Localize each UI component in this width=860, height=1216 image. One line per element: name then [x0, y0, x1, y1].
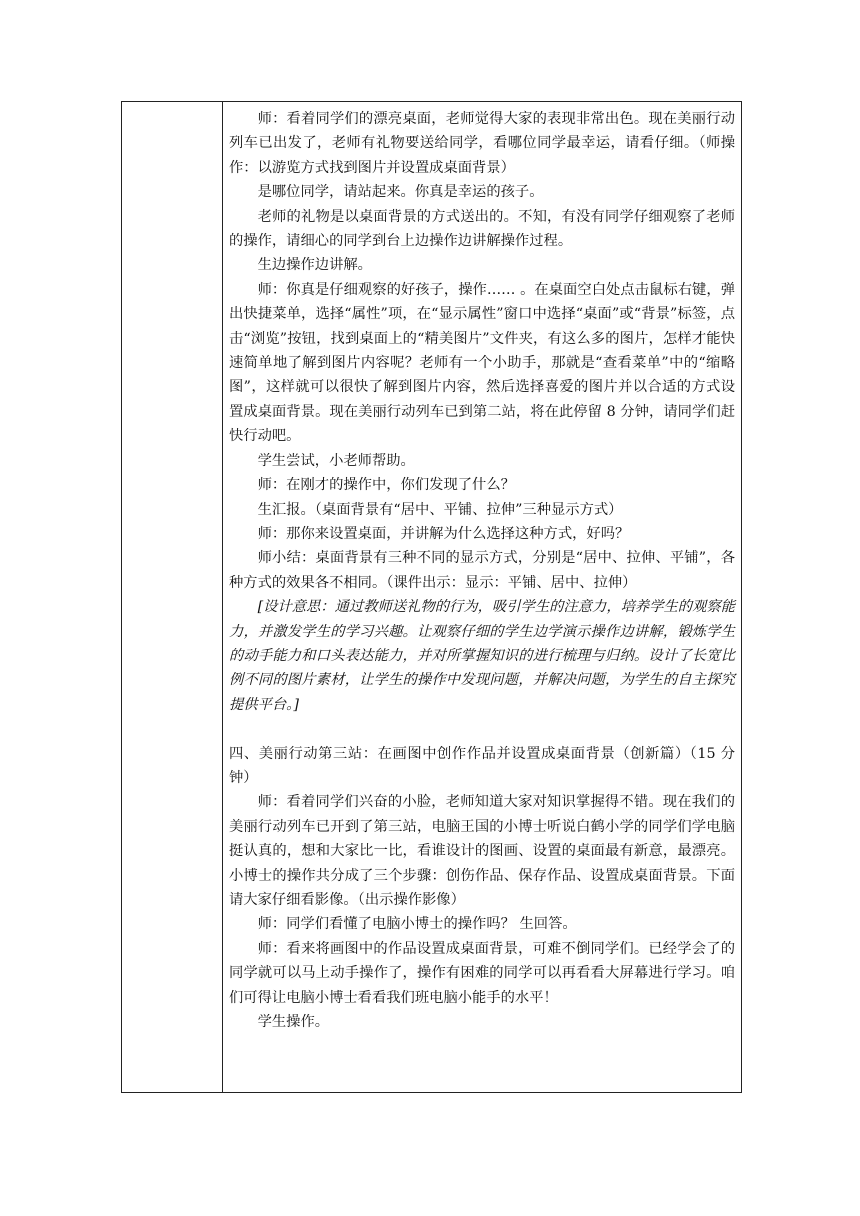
paragraph: 师小结：桌面背景有三种不同的显示方式，分别是“居中、拉伸、平铺”，各种方式的效果各不相同。（课件出示：显示：平铺、居中、拉伸）	[229, 550, 735, 591]
left-column-cell	[122, 102, 222, 1092]
paragraph: 师：看来将画图中的作品设置成桌面背景，可难不倒同学们。已经学会了的同学就可以马上动手操作了，操作有困难的同学可以再看看大屏幕进行学习。咱们可得让电脑小博士看看我们班电脑小能手的水平！	[229, 940, 735, 1006]
section-heading: 四、美丽行动第三站：在画图中创作作品并设置成桌面背景（创新篇）（15 分钟）	[229, 745, 735, 786]
lesson-table	[121, 101, 742, 1093]
paragraph: 是哪位同学，请站起来。你真是幸运的孩子。	[257, 184, 544, 201]
paragraph: 师：同学们看懂了电脑小博士的操作吗？ 生回答。	[257, 916, 577, 933]
lesson-content-cell	[229, 107, 735, 1034]
paragraph: 学生操作。	[257, 1014, 330, 1031]
design-intent-paragraph: [设计意思：通过教师送礼物的行为，吸引学生的注意力，培养学生的观察能力，并激发学生的学习兴趣。让观察仔细的学生边学演示操作边讲解，锻炼学生的动手能力和口头表达能力，并对所掌握知识的进行梳理与归纳。设计了长宽比例不同的图片素材，让学生的操作中发现问题，并解决问题，为学生的自主探究提供平台。]	[229, 599, 735, 713]
paragraph: 师：看着同学们兴奋的小脸，老师知道大家对知识掌握得不错。现在我们的美丽行动列车已开到了第三站，电脑王国的小博士听说白鹤小学的同学们学电脑挺认真的，想和大家比一比，看谁设计的图画、设置的桌面最有新意，最漂亮。小博士的操作共分成了三个步骤：创伤作品、保存作品、设置成桌面背景。下面请大家仔细看影像。（出示操作影像）	[229, 794, 735, 908]
paragraph: 生边操作边讲解。	[257, 257, 372, 274]
paragraph: 师：那你来设置桌面，并讲解为什么选择这种方式，好吗？	[257, 525, 630, 542]
blank-line	[229, 717, 735, 741]
paragraph: 老师的礼物是以桌面背景的方式送出的。不知，有没有同学仔细观察了老师的操作，请细心的同学到台上边操作边讲解操作过程。	[229, 208, 735, 250]
paragraph: 师：看着同学们的漂亮桌面，老师觉得大家的表现非常出色。现在美丽行动列车已出发了，老师有礼物要送给同学，看哪位同学最幸运，请看仔细。（师操作：以游览方式找到图片并设置成桌面背景）	[229, 111, 735, 176]
paragraph: 学生尝试，小老师帮助。	[257, 452, 415, 469]
paragraph: 生汇报。（桌面背景有“居中、平铺、拉伸”三种显示方式）	[257, 501, 623, 518]
paragraph: 师：你真是仔细观察的好孩子，操作…… 。在桌面空白处点击鼠标右键，弹出快捷菜单，选择“属性”项，在“显示属性”窗口中选择“桌面”或“背景”标签，点击“浏览”按钮，找到桌面上的“精美图片”文件夹，有这么多的图片，怎样才能快速简单地了解到图片内容呢？老师有一个小助手，那就是“查看菜单”中的“缩略图”，这样就可以很快了解到图片内容，然后选择喜爱的图片并以合适的方式设置成桌面背景。现在美丽行动列车已到第二站，将在此停留 8 分钟，请同学们赶快行动吧。	[229, 281, 735, 445]
paragraph: 师：在刚才的操作中，你们发现了什么？	[257, 477, 515, 494]
column-divider	[222, 102, 223, 1092]
